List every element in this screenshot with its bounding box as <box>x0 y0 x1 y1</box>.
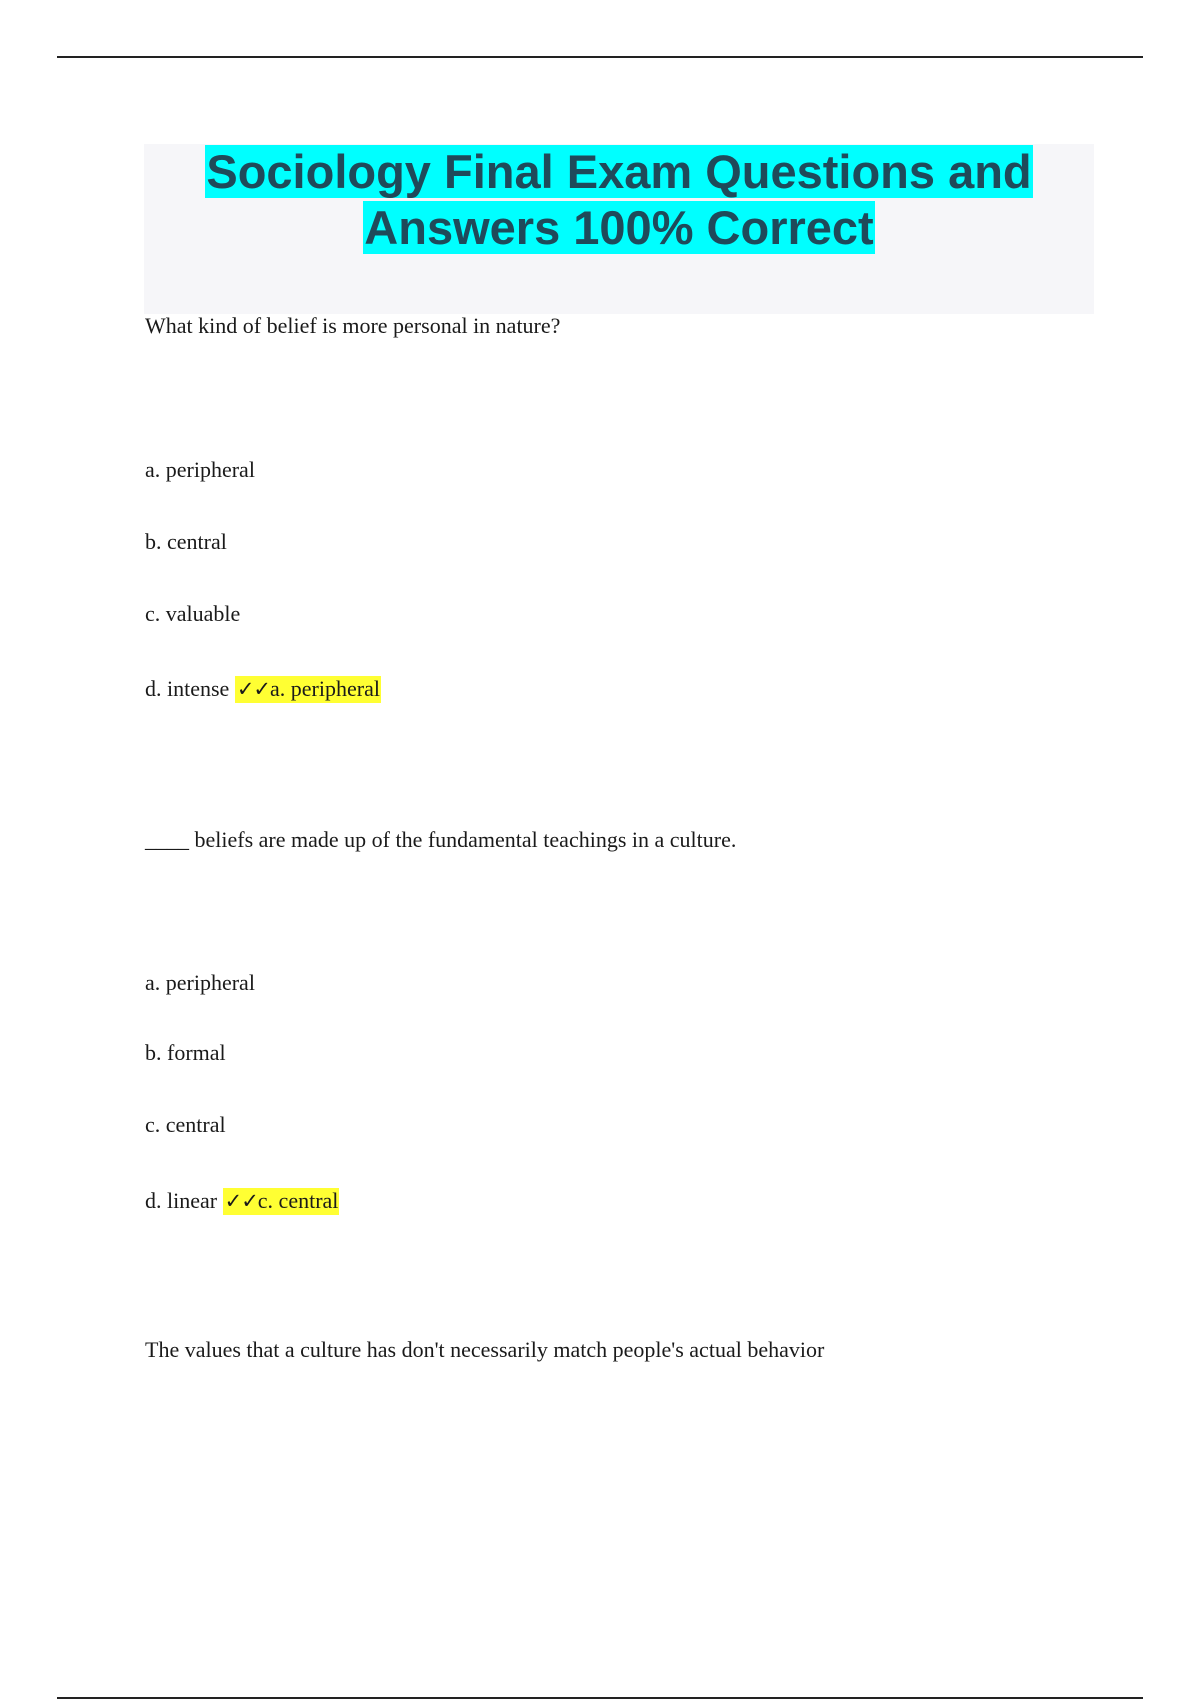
question-2-answer <box>223 1188 340 1215</box>
title-banner <box>144 144 1094 314</box>
question-1-option-d-row <box>145 675 381 703</box>
question-2-option-b: b. formal <box>145 1040 226 1065</box>
question-3-prompt: The values that a culture has don't necessarily match people's actual behavior <box>145 1337 825 1362</box>
question-2-answer-text: c. central <box>257 1188 339 1213</box>
question-1-option-b: b. central <box>145 529 227 554</box>
question-2-option-c: c. central <box>145 1112 226 1137</box>
question-2-option-a: a. peripheral <box>145 970 255 995</box>
top-rule <box>57 56 1143 58</box>
question-2-option-d-row <box>145 1187 339 1215</box>
question-1-prompt: What kind of belief is more personal in nature? <box>145 313 561 338</box>
bottom-rule <box>57 1697 1143 1699</box>
question-1-answer-text: a. peripheral <box>270 676 380 701</box>
double-check-icon: ✓✓ <box>236 677 271 701</box>
question-1-option-a: a. peripheral <box>145 457 255 482</box>
double-check-icon: ✓✓ <box>224 1189 258 1213</box>
question-1-option-c: c. valuable <box>145 601 241 626</box>
question-1-option-d: d. intense <box>145 676 230 701</box>
question-2-prompt: ____ beliefs are made up of the fundamental teachings in a culture. <box>145 827 737 852</box>
question-1-answer <box>235 676 381 703</box>
question-2-option-d: d. linear <box>145 1188 218 1213</box>
page-title: Sociology Final Exam Questions and Answers 100% Correct <box>206 145 1032 254</box>
